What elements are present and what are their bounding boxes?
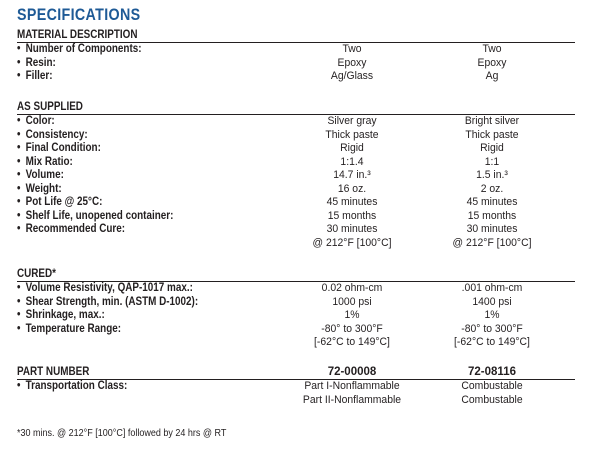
spec-value-product-2 bbox=[417, 296, 567, 310]
spec-value-product-2 bbox=[417, 282, 567, 296]
spec-label bbox=[17, 43, 142, 57]
spec-value-line: 1:1.4 bbox=[340, 155, 364, 168]
spec-label-text: Shear Strength, min. (ASTM D-1002): bbox=[25, 295, 199, 308]
spec-value-line: -80° to 300°F bbox=[461, 322, 523, 335]
spec-label-text: Temperature Range: bbox=[25, 322, 122, 335]
spec-value-line: Ag bbox=[485, 70, 499, 82]
spec-value-product-2 bbox=[417, 70, 567, 84]
bullet-icon: • bbox=[17, 309, 21, 321]
spec-row bbox=[17, 156, 575, 170]
spec-label bbox=[17, 282, 193, 296]
spec-value-line: 1% bbox=[344, 309, 360, 321]
spec-label bbox=[17, 70, 53, 84]
spec-value-line: Silver gray bbox=[327, 115, 377, 127]
spec-value-line: 1400 psi bbox=[472, 295, 512, 308]
spec-row bbox=[17, 296, 575, 310]
spec-label bbox=[17, 309, 105, 323]
section-title: CURED* bbox=[17, 268, 57, 280]
section-column-1-header: 72-00008 bbox=[327, 366, 377, 378]
spec-value-line: Rigid bbox=[340, 142, 364, 154]
section-title: AS SUPPLIED bbox=[17, 101, 83, 113]
spec-row bbox=[17, 57, 575, 71]
spec-label-text: Shrinkage, max.: bbox=[25, 309, 105, 321]
spec-label-text: Mix Ratio: bbox=[25, 155, 73, 168]
spec-value-line: Ag/Glass bbox=[330, 70, 374, 82]
spec-rows bbox=[17, 380, 575, 407]
spec-value-line: Thick paste bbox=[325, 128, 379, 141]
spec-row bbox=[17, 223, 575, 250]
spec-value-line: 30 minutes bbox=[326, 223, 378, 235]
spec-value-product-1 bbox=[277, 115, 427, 129]
spec-value-product-1 bbox=[277, 129, 427, 143]
spec-value-line: 15 months bbox=[327, 209, 377, 222]
spec-value-product-1 bbox=[277, 309, 427, 323]
spec-value-line: 45 minutes bbox=[466, 196, 518, 208]
spec-value-product-1 bbox=[277, 142, 427, 156]
spec-label-text: Resin: bbox=[25, 56, 56, 69]
spec-row bbox=[17, 43, 575, 57]
spec-value-product-2 bbox=[417, 115, 567, 129]
spec-label-text: Recommended Cure: bbox=[25, 223, 126, 235]
material-description-section bbox=[17, 29, 575, 84]
spec-row bbox=[17, 142, 575, 156]
bullet-icon: • bbox=[17, 282, 21, 294]
spec-value-line: 0.02 ohm-cm bbox=[321, 282, 383, 294]
spec-value-line: Combustable bbox=[461, 380, 523, 392]
bullet-icon: • bbox=[17, 142, 21, 154]
spec-row bbox=[17, 323, 575, 350]
spec-value-product-2 bbox=[417, 129, 567, 143]
spec-value-product-2 bbox=[417, 309, 567, 323]
spec-label bbox=[17, 210, 173, 224]
spec-value-line: 1:1 bbox=[484, 155, 500, 168]
spec-value-line: 16 oz. bbox=[337, 182, 367, 195]
spec-value-product-1 bbox=[277, 70, 427, 84]
spec-value-product-1 bbox=[277, 183, 427, 197]
spec-value-line: Two bbox=[342, 43, 362, 55]
spec-value-product-2 bbox=[417, 169, 567, 183]
spec-rows bbox=[17, 115, 575, 250]
spec-label-text: Shelf Life, unopened container: bbox=[25, 209, 174, 222]
spec-row bbox=[17, 196, 575, 210]
bullet-icon: • bbox=[17, 56, 21, 69]
spec-value-line: 1.5 in.³ bbox=[476, 169, 508, 181]
bullet-icon: • bbox=[17, 115, 21, 127]
spec-value-product-1 bbox=[277, 296, 427, 310]
spec-label-text: Color: bbox=[25, 115, 55, 127]
spec-value-product-1 bbox=[277, 156, 427, 170]
bullet-icon: • bbox=[17, 43, 21, 55]
spec-value-product-1 bbox=[277, 43, 427, 57]
spec-row bbox=[17, 210, 575, 224]
spec-label bbox=[17, 129, 88, 143]
section-header bbox=[17, 268, 575, 282]
spec-value-line: @ 212°F [100°C] bbox=[312, 236, 392, 249]
spec-value-product-1 bbox=[277, 282, 427, 296]
spec-value-product-2 bbox=[417, 57, 567, 71]
spec-value-product-2 bbox=[417, 196, 567, 210]
spec-value-line: 14.7 in.³ bbox=[333, 169, 371, 181]
spec-label bbox=[17, 296, 198, 310]
spec-label-text: Volume: bbox=[25, 169, 64, 181]
spec-label-text: Number of Components: bbox=[25, 43, 142, 55]
spec-value-product-1 bbox=[277, 380, 427, 407]
bullet-icon: • bbox=[17, 70, 21, 82]
spec-value-line: Thick paste bbox=[465, 128, 519, 141]
page-title: SPECIFICATIONS bbox=[17, 5, 141, 24]
spec-value-line: -80° to 300°F bbox=[321, 322, 383, 335]
footnote: *30 mins. @ 212°F [100°C] followed by 24 hrs @ RT bbox=[17, 428, 227, 439]
spec-label bbox=[17, 380, 127, 394]
spec-value-product-2 bbox=[417, 323, 567, 350]
spec-label-text: Consistency: bbox=[25, 128, 88, 141]
spec-value-product-2 bbox=[417, 183, 567, 197]
spec-value-line: 2 oz. bbox=[480, 182, 504, 195]
spec-value-line: Bright silver bbox=[464, 115, 520, 127]
section-header bbox=[17, 101, 575, 115]
spec-label-text: Pot Life @ 25°C: bbox=[25, 196, 103, 208]
section-title: PART NUMBER bbox=[17, 366, 90, 378]
spec-row bbox=[17, 183, 575, 197]
spec-value-product-2 bbox=[417, 210, 567, 224]
spec-label bbox=[17, 156, 73, 170]
as-supplied-section bbox=[17, 101, 575, 250]
spec-value-product-2 bbox=[417, 142, 567, 156]
bullet-icon: • bbox=[17, 169, 21, 181]
spec-row bbox=[17, 115, 575, 129]
spec-value-product-1 bbox=[277, 196, 427, 210]
spec-value-product-2 bbox=[417, 223, 567, 250]
spec-row bbox=[17, 380, 575, 407]
bullet-icon: • bbox=[17, 128, 21, 141]
spec-label bbox=[17, 323, 121, 337]
spec-label-text: Weight: bbox=[25, 182, 62, 195]
spec-value-line: .001 ohm-cm bbox=[461, 282, 523, 294]
part-number-section bbox=[17, 366, 575, 407]
spec-value-line: [-62°C to 149°C] bbox=[454, 336, 530, 348]
spec-value-product-1 bbox=[277, 57, 427, 71]
spec-label bbox=[17, 142, 101, 156]
section-header bbox=[17, 366, 575, 380]
spec-value-line: @ 212°F [100°C] bbox=[452, 236, 532, 249]
spec-label-text: Volume Resistivity, QAP-1017 max.: bbox=[25, 282, 193, 294]
spec-value-line: Two bbox=[482, 43, 502, 55]
spec-rows bbox=[17, 282, 575, 349]
section-header bbox=[17, 29, 575, 43]
spec-label-text: Final Condition: bbox=[25, 142, 101, 154]
spec-row bbox=[17, 282, 575, 296]
spec-label bbox=[17, 57, 56, 71]
spec-rows bbox=[17, 43, 575, 84]
spec-value-line: Epoxy bbox=[477, 56, 507, 69]
spec-row bbox=[17, 129, 575, 143]
bullet-icon: • bbox=[17, 322, 21, 335]
section-title: MATERIAL DESCRIPTION bbox=[17, 29, 138, 41]
bullet-icon: • bbox=[17, 155, 21, 168]
spec-value-line: Epoxy bbox=[337, 56, 367, 69]
spec-value-product-1 bbox=[277, 323, 427, 350]
spec-label-text: Filler: bbox=[25, 70, 53, 82]
bullet-icon: • bbox=[17, 223, 21, 235]
bullet-icon: • bbox=[17, 380, 21, 392]
spec-value-line: Part II-Nonflammable bbox=[302, 393, 402, 406]
cured-section bbox=[17, 268, 575, 349]
spec-value-line: 45 minutes bbox=[326, 196, 378, 208]
bullet-icon: • bbox=[17, 209, 21, 222]
spec-value-line: 1000 psi bbox=[332, 295, 372, 308]
spec-row bbox=[17, 169, 575, 183]
spec-row bbox=[17, 309, 575, 323]
bullet-icon: • bbox=[17, 196, 21, 208]
spec-value-product-1 bbox=[277, 169, 427, 183]
spec-label bbox=[17, 115, 55, 129]
spec-value-line: 15 months bbox=[467, 209, 517, 222]
spec-value-line: Combustable bbox=[461, 393, 523, 406]
spec-value-product-2 bbox=[417, 380, 567, 407]
spec-value-line: [-62°C to 149°C] bbox=[314, 336, 390, 348]
bullet-icon: • bbox=[17, 182, 21, 195]
spec-row bbox=[17, 70, 575, 84]
spec-value-product-2 bbox=[417, 43, 567, 57]
spec-value-line: Part I-Nonflammable bbox=[304, 380, 400, 392]
spec-value-product-2 bbox=[417, 156, 567, 170]
bullet-icon: • bbox=[17, 295, 21, 308]
spec-value-line: Rigid bbox=[480, 142, 504, 154]
spec-value-product-1 bbox=[277, 210, 427, 224]
spec-value-line: 1% bbox=[484, 309, 500, 321]
section-column-2-header: 72-08116 bbox=[468, 366, 516, 378]
spec-label bbox=[17, 169, 64, 183]
spec-value-product-1 bbox=[277, 223, 427, 250]
spec-label bbox=[17, 196, 102, 210]
spec-label bbox=[17, 183, 62, 197]
spec-value-line: 30 minutes bbox=[466, 223, 518, 235]
spec-label bbox=[17, 223, 125, 237]
spec-label-text: Transportation Class: bbox=[25, 380, 128, 392]
